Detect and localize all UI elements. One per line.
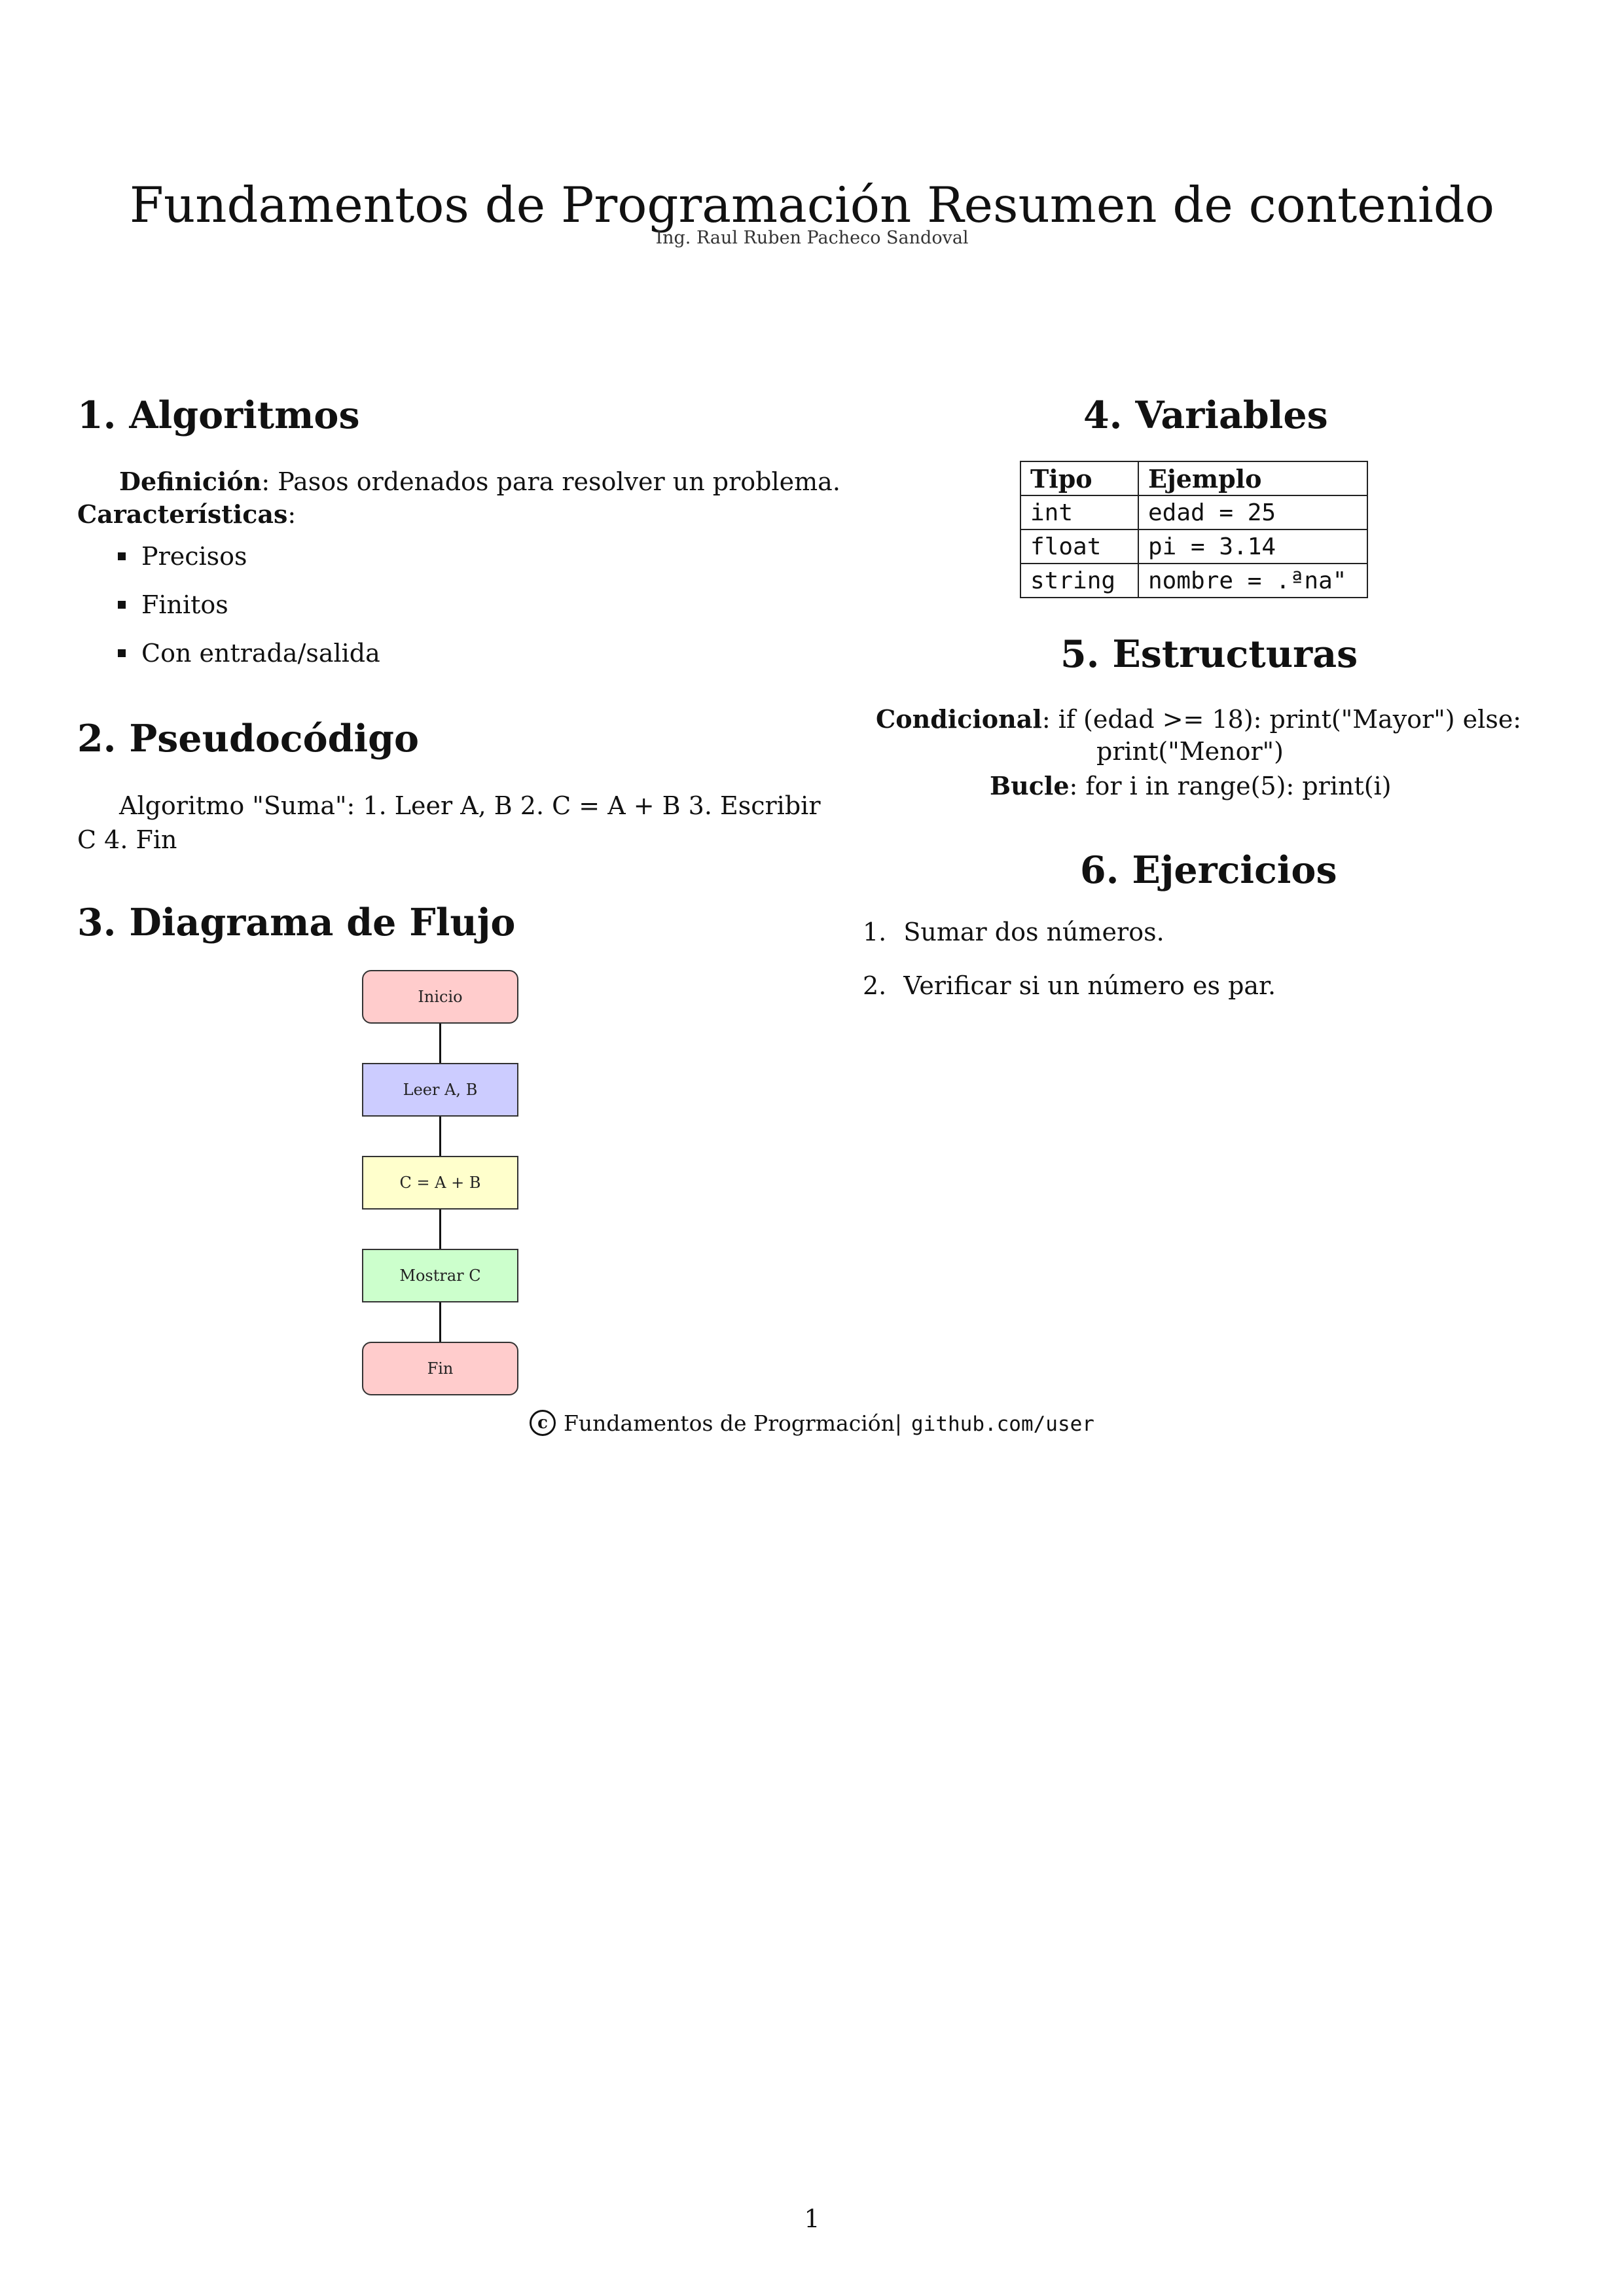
list-item-text: Finitos <box>141 590 228 619</box>
list-item-text: Precisos <box>141 542 247 571</box>
section-heading-variables: 4. Variables <box>1083 393 1328 437</box>
flow-node-leer <box>362 1063 518 1117</box>
table-cell: pi = 3.14 <box>1138 529 1367 564</box>
variables-table <box>1020 461 1368 598</box>
flow-node-label: Mostrar C <box>399 1266 481 1285</box>
list-item <box>118 636 380 670</box>
square-bullet-icon <box>118 552 126 560</box>
pseudocode-paragraph: Algoritmo "Suma": 1. Leer A, B 2. C = A + B 3. Escribir C 4. Fin <box>77 791 821 854</box>
document-title: Fundamentos de Programación Resumen de contenido <box>129 176 1495 234</box>
bucle-line <box>990 769 1392 803</box>
section-heading-estructuras: 5. Estructuras <box>1060 632 1358 676</box>
condicional-text: : if (edad >= 18): print("Mayor") else: <box>1041 705 1522 734</box>
page-number: 1 <box>804 2204 820 2233</box>
table-row <box>1020 564 1367 598</box>
condicional-label: Condicional <box>876 704 1042 734</box>
table-header-cell: Tipo <box>1020 461 1138 495</box>
flow-connector <box>439 1210 441 1249</box>
condicional-line <box>876 702 1521 736</box>
square-bullet-icon <box>118 649 126 657</box>
flow-node-label: Leer A, B <box>403 1081 478 1099</box>
caracteristicas-label: Características <box>77 499 288 529</box>
table-cell: string <box>1020 564 1138 598</box>
flow-node-calcular <box>362 1156 518 1210</box>
flow-connector <box>439 1302 441 1342</box>
caracteristicas-paragraph <box>77 497 296 531</box>
flow-node-label: C = A + B <box>399 1174 481 1192</box>
table-cell: int <box>1020 495 1138 529</box>
flow-connector <box>439 1117 441 1156</box>
caracteristicas-colon: : <box>287 500 297 529</box>
condicional-continuation: print("Menor") <box>1096 737 1284 766</box>
copyright-icon: c <box>530 1410 556 1436</box>
bucle-label: Bucle <box>990 771 1070 800</box>
footer <box>0 1410 1624 1438</box>
list-item <box>863 915 1164 949</box>
list-item-number: 1. <box>863 918 887 946</box>
list-item <box>863 969 1276 1003</box>
table-cell: nombre = .ªna" <box>1138 564 1367 598</box>
flow-node-label: Inicio <box>418 988 463 1006</box>
flow-node-label: Fin <box>427 1359 454 1378</box>
section-heading-algoritmos: 1. Algoritmos <box>77 393 360 437</box>
definicion-text: : Pasos ordenados para resolver un problema. <box>261 467 840 496</box>
list-item-number: 2. <box>863 971 887 1000</box>
flow-node-fin <box>362 1342 518 1395</box>
list-item <box>118 539 247 573</box>
list-item-text: Verificar si un número es par. <box>903 971 1276 1000</box>
bucle-text: : for i in range(5): print(i) <box>1069 772 1392 800</box>
definicion-paragraph <box>119 465 840 499</box>
document-author: Ing. Raul Ruben Pacheco Sandoval <box>655 228 969 248</box>
table-row <box>1020 529 1367 564</box>
flow-connector <box>439 1024 441 1063</box>
list-item <box>118 588 228 622</box>
list-item-text: Con entrada/salida <box>141 639 380 668</box>
footer-link[interactable]: github.com/user <box>911 1412 1094 1436</box>
definicion-label: Definición <box>119 467 262 496</box>
flow-node-mostrar <box>362 1249 518 1302</box>
section-heading-ejercicios: 6. Ejercicios <box>1080 848 1337 892</box>
section-heading-pseudocodigo: 2. Pseudocódigo <box>77 717 419 761</box>
list-item-text: Sumar dos números. <box>903 918 1164 946</box>
table-cell: float <box>1020 529 1138 564</box>
footer-text: Fundamentos de Progrmación| <box>564 1410 902 1436</box>
section-heading-diagrama: 3. Diagrama de Flujo <box>77 901 516 944</box>
table-header-row <box>1020 461 1367 495</box>
table-cell: edad = 25 <box>1138 495 1367 529</box>
table-header-cell: Ejemplo <box>1138 461 1367 495</box>
square-bullet-icon <box>118 601 126 609</box>
flow-node-inicio <box>362 970 518 1024</box>
table-row <box>1020 495 1367 529</box>
